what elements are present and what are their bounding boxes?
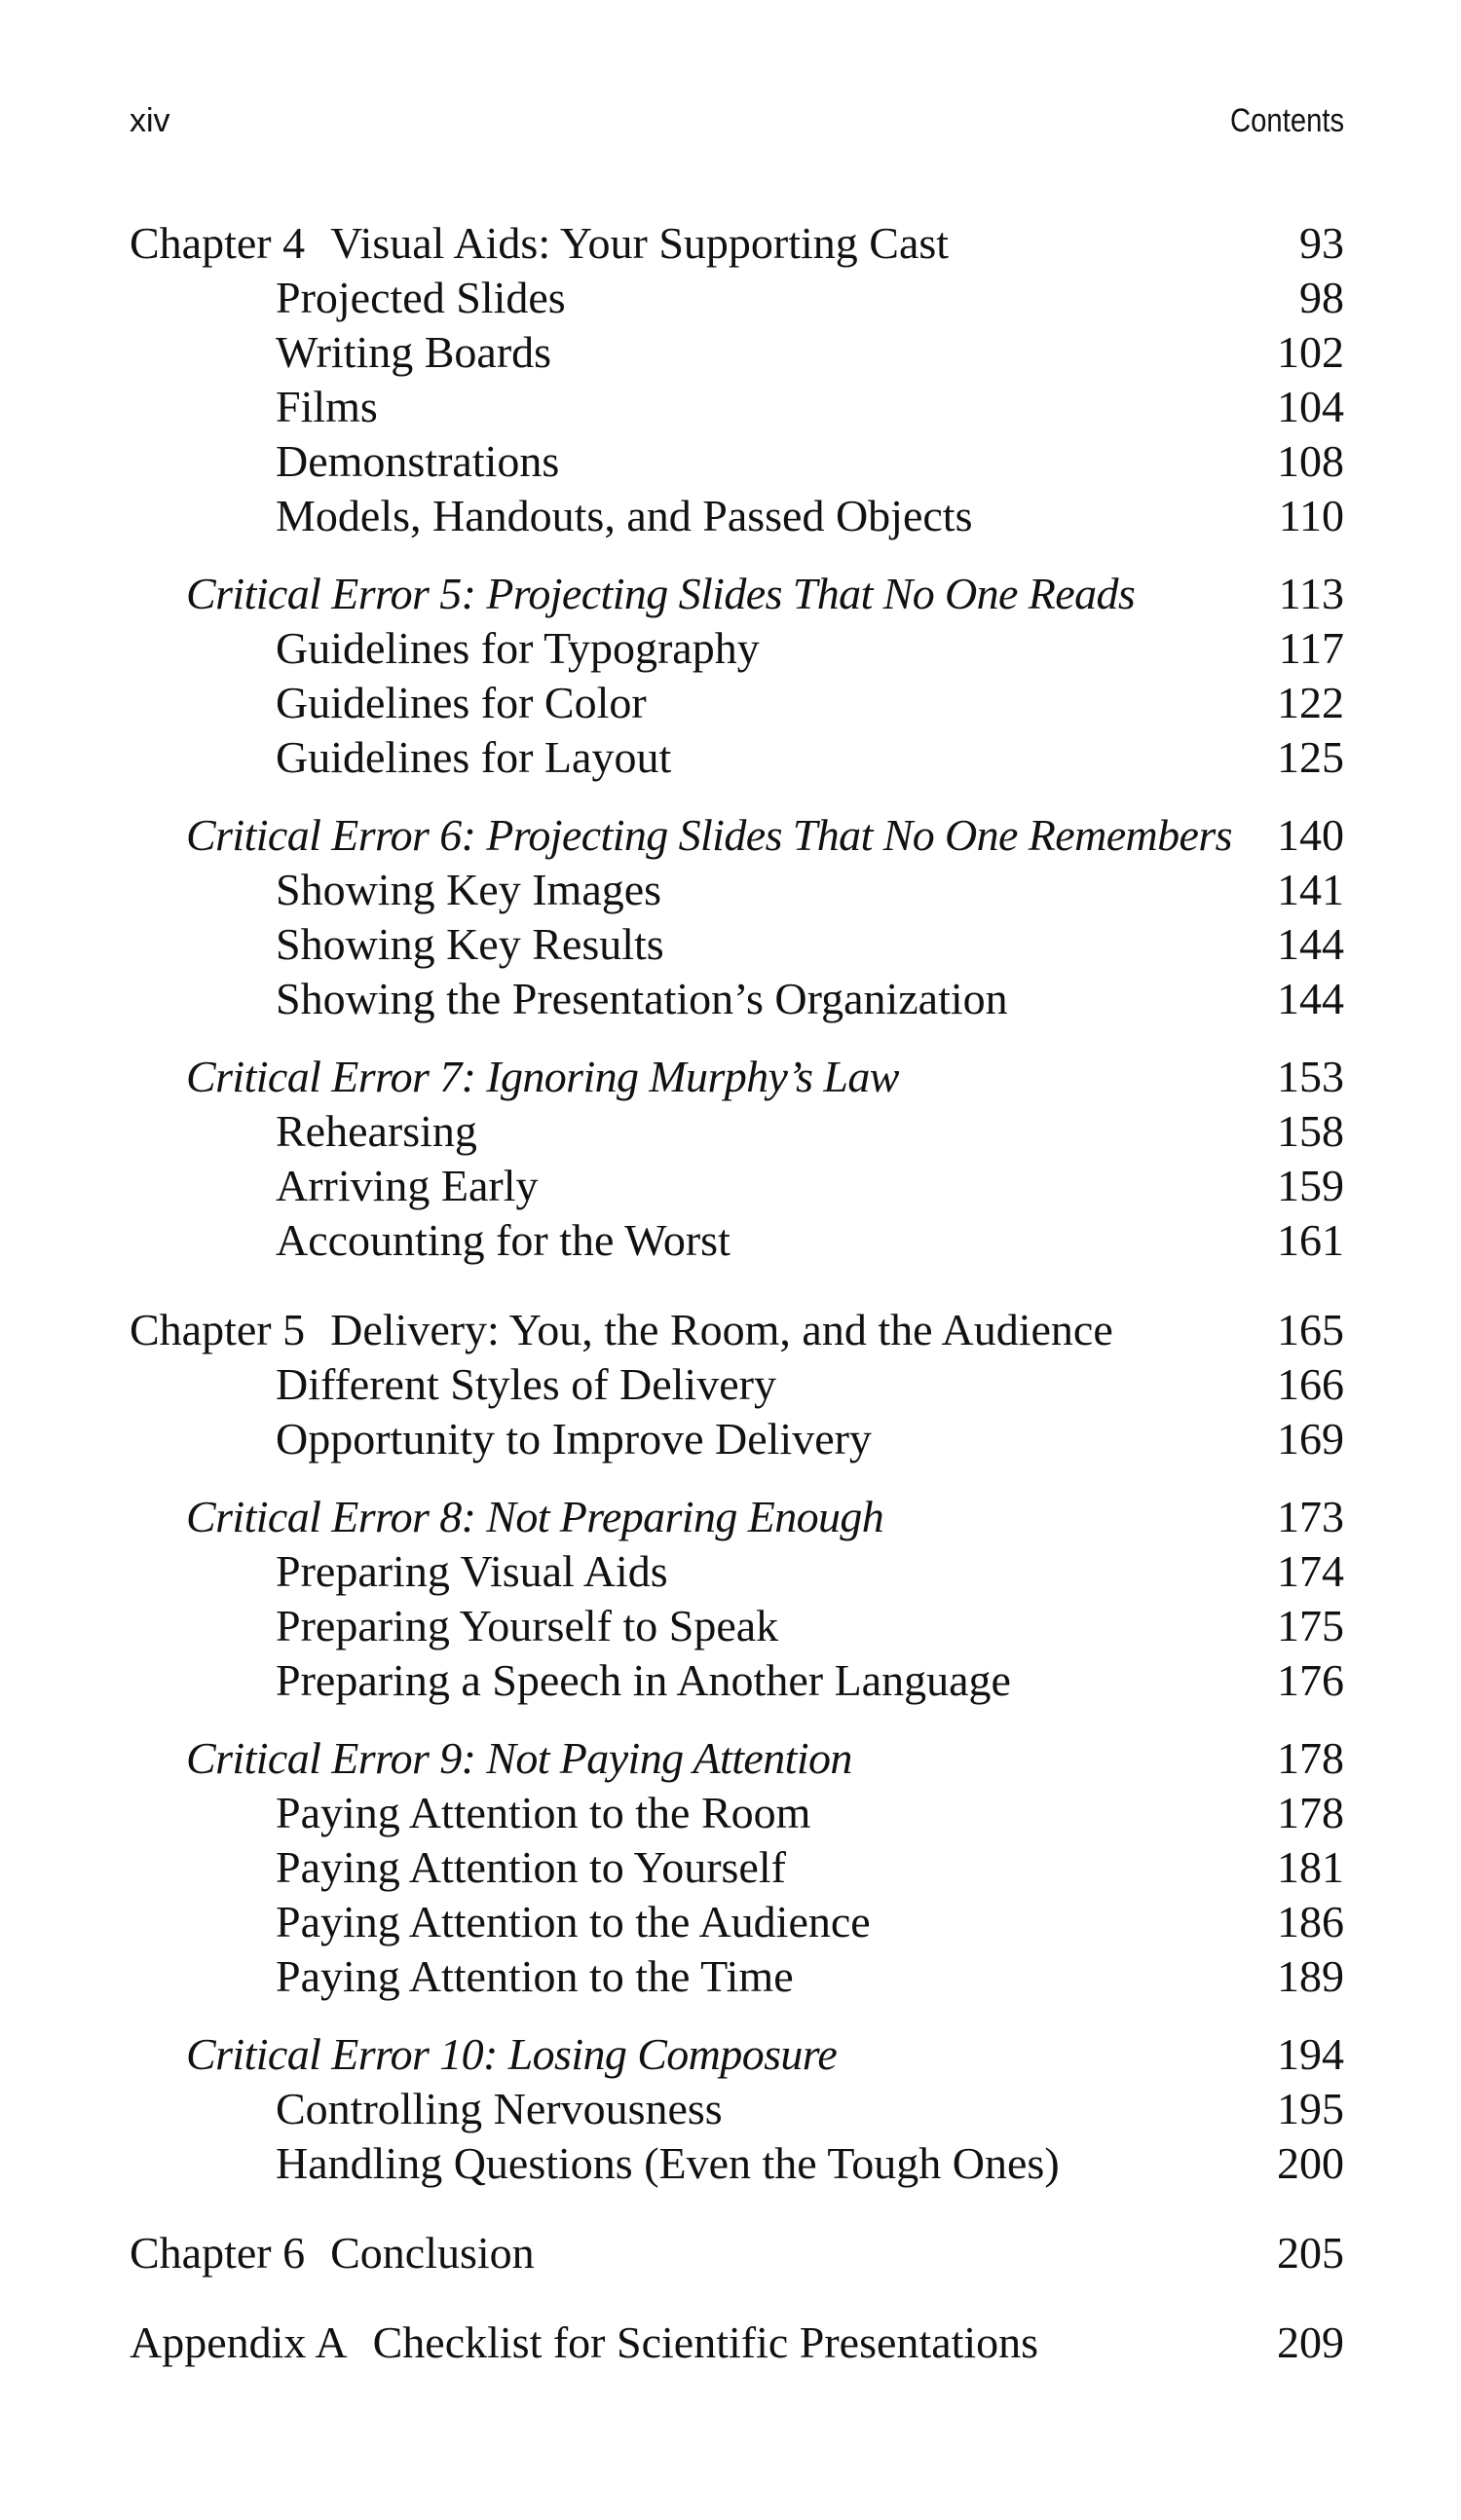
section-entry: [130, 972, 1344, 1026]
section-entry: [130, 1949, 1344, 2004]
section-entry: [130, 1840, 1344, 1895]
page-number: 93: [1299, 218, 1344, 268]
critical-error-title: Critical Error 10: Losing Composure: [186, 2029, 838, 2079]
running-head: [130, 95, 1344, 146]
section-entry: [130, 621, 1344, 676]
section-title: Showing the Presentation’s Organization: [276, 974, 1008, 1023]
page-number: 117: [1278, 623, 1344, 673]
section-title: Showing Key Results: [276, 919, 664, 969]
critical-error-title: Critical Error 8: Not Preparing Enough: [186, 1492, 884, 1541]
section-entry: [130, 2082, 1344, 2136]
page-number: 141: [1277, 865, 1344, 914]
section-title: Accounting for the Worst: [276, 1215, 730, 1265]
chapter-entry: [130, 2316, 1344, 2370]
page-number: 178: [1277, 1733, 1344, 1783]
section-title: Guidelines for Typography: [276, 623, 760, 673]
page-number: 181: [1277, 1842, 1344, 1892]
page-number: 125: [1277, 732, 1344, 782]
page-number: 161: [1277, 1215, 1344, 1265]
critical-error-entry: [130, 2027, 1344, 2082]
chapter-label: Chapter 5: [130, 1305, 306, 1354]
chapter-name: Checklist for Scientific Presentations: [372, 2317, 1039, 2367]
page-number: 102: [1277, 327, 1344, 377]
section-title: Models, Handouts, and Passed Objects: [276, 491, 973, 540]
chapter-label: Appendix A: [130, 2317, 348, 2367]
section-entry: [130, 676, 1344, 730]
page-number: 104: [1277, 382, 1344, 431]
section-title: Handling Questions (Even the Tough Ones): [276, 2138, 1060, 2188]
page-number: 122: [1277, 678, 1344, 727]
section-title: Paying Attention to the Time: [276, 1951, 794, 2001]
page-number: 165: [1277, 1305, 1344, 1354]
page-number: 144: [1277, 919, 1344, 969]
section-entry: [130, 434, 1344, 489]
page-number: 140: [1277, 810, 1344, 860]
group-spacer: [130, 2004, 1344, 2027]
section-title: Opportunity to Improve Delivery: [276, 1414, 872, 1464]
page-number: 108: [1277, 436, 1344, 486]
page-number: 166: [1277, 1359, 1344, 1409]
page-number: 194: [1277, 2029, 1344, 2079]
section-title: Films: [276, 382, 378, 431]
section-title: Projected Slides: [276, 273, 566, 322]
critical-error-entry: [130, 567, 1344, 621]
section-entry: [130, 2136, 1344, 2191]
chapter-entry: [130, 1303, 1344, 1357]
chapter-entry: [130, 216, 1344, 271]
group-spacer: [130, 1268, 1344, 1303]
group-spacer: [130, 1026, 1344, 1050]
section-title: Controlling Nervousness: [276, 2084, 723, 2133]
critical-error-entry: [130, 808, 1344, 863]
page-number: 205: [1277, 2228, 1344, 2278]
section-entry: [130, 1895, 1344, 1949]
section-entry: [130, 1159, 1344, 1213]
critical-error-entry: [130, 1731, 1344, 1786]
page-number: 153: [1277, 1052, 1344, 1101]
section-entry: [130, 1412, 1344, 1466]
section-title: Arriving Early: [276, 1161, 539, 1210]
section-title: Preparing a Speech in Another Language: [276, 1655, 1011, 1705]
page-number: 113: [1278, 569, 1344, 618]
page-number: 110: [1278, 491, 1344, 540]
section-title: Different Styles of Delivery: [276, 1359, 776, 1409]
table-of-contents: [130, 216, 1344, 2370]
page-number: 200: [1277, 2138, 1344, 2188]
critical-error-entry: [130, 1050, 1344, 1104]
page-number: 186: [1277, 1897, 1344, 1946]
section-entry: [130, 730, 1344, 785]
critical-error-entry: [130, 1490, 1344, 1544]
section-title: Guidelines for Color: [276, 678, 647, 727]
page-number: 176: [1277, 1655, 1344, 1705]
chapter-title: [130, 216, 949, 271]
page-number: 174: [1277, 1546, 1344, 1596]
group-spacer: [130, 1708, 1344, 1731]
page-number: 169: [1277, 1414, 1344, 1464]
chapter-entry: [130, 2226, 1344, 2280]
section-entry: [130, 1104, 1344, 1159]
chapter-name: Delivery: You, the Room, and the Audience: [330, 1305, 1113, 1354]
group-spacer: [130, 1466, 1344, 1490]
group-spacer: [130, 2191, 1344, 2226]
chapter-title: [130, 2316, 1038, 2370]
section-entry: [130, 325, 1344, 380]
critical-error-title: Critical Error 9: Not Paying Attention: [186, 1733, 852, 1783]
page-number: 178: [1277, 1788, 1344, 1837]
chapter-label: Chapter 4: [130, 218, 306, 268]
critical-error-title: Critical Error 5: Projecting Slides That No One Reads: [186, 569, 1136, 618]
page-number: 189: [1277, 1951, 1344, 2001]
group-spacer: [130, 785, 1344, 808]
chapter-title: [130, 2226, 535, 2280]
section-entry: [130, 1786, 1344, 1840]
page-number: 195: [1277, 2084, 1344, 2133]
section-title: Paying Attention to the Audience: [276, 1897, 871, 1946]
section-entry: [130, 380, 1344, 434]
section-entry: [130, 863, 1344, 917]
section-entry: [130, 1213, 1344, 1268]
section-title: Paying Attention to Yourself: [276, 1842, 786, 1892]
section-title: Rehearsing: [276, 1106, 477, 1156]
page-number: 159: [1277, 1161, 1344, 1210]
section-title: Preparing Yourself to Speak: [276, 1601, 779, 1650]
running-head-title: Contents: [1229, 102, 1344, 139]
page-number: 144: [1277, 974, 1344, 1023]
section-title: Demonstrations: [276, 436, 560, 486]
section-title: Guidelines for Layout: [276, 732, 672, 782]
chapter-label: Chapter 6: [130, 2228, 306, 2278]
page-number: 98: [1299, 273, 1344, 322]
critical-error-title: Critical Error 7: Ignoring Murphy’s Law: [186, 1052, 899, 1101]
section-title: Paying Attention to the Room: [276, 1788, 811, 1837]
section-title: Showing Key Images: [276, 865, 662, 914]
section-entry: [130, 1599, 1344, 1653]
chapter-name: Conclusion: [330, 2228, 535, 2278]
page-number: 158: [1277, 1106, 1344, 1156]
section-entry: [130, 271, 1344, 325]
section-entry: [130, 1357, 1344, 1412]
page-number-roman: xiv: [130, 102, 170, 139]
section-entry: [130, 917, 1344, 972]
page-number: 209: [1277, 2317, 1344, 2367]
critical-error-title: Critical Error 6: Projecting Slides That No One Remembers: [186, 810, 1232, 860]
page-number: 173: [1277, 1492, 1344, 1541]
group-spacer: [130, 543, 1344, 567]
section-entry: [130, 489, 1344, 543]
section-entry: [130, 1544, 1344, 1599]
group-spacer: [130, 2280, 1344, 2316]
chapter-name: Visual Aids: Your Supporting Cast: [330, 218, 950, 268]
section-entry: [130, 1653, 1344, 1708]
page-number: 175: [1277, 1601, 1344, 1650]
chapter-title: [130, 1303, 1113, 1357]
section-title: Preparing Visual Aids: [276, 1546, 668, 1596]
section-title: Writing Boards: [276, 327, 552, 377]
